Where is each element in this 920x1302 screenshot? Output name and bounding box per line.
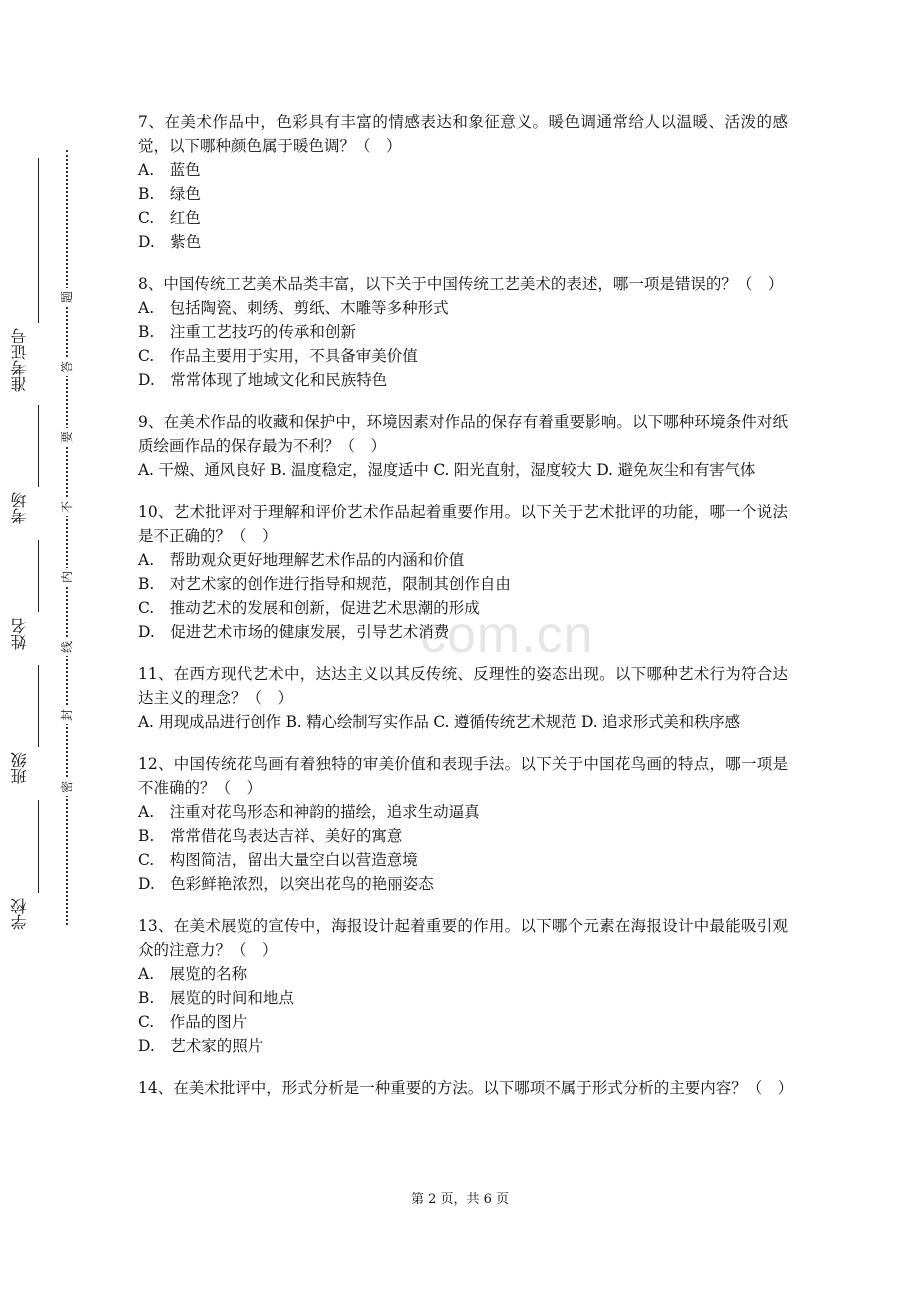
seal-char: 封 xyxy=(58,706,76,724)
option-c: C. 作品的图片 xyxy=(138,1013,248,1031)
seal-dotted-line xyxy=(66,150,68,925)
school-blank xyxy=(38,800,39,893)
class-label: 班级 xyxy=(10,752,29,784)
question-stem: 13、在美术展览的宣传中，海报设计起着重要的作用。以下哪个元素在海报设计中最能吸引观众的注意力？（ ） xyxy=(138,917,788,959)
question-14 xyxy=(138,1076,794,1100)
seal-char: 密 xyxy=(58,778,76,796)
name-label: 姓名 xyxy=(10,618,29,650)
seal-char: 不 xyxy=(58,498,76,516)
question-stem: 10、艺术批评对于理解和评价艺术作品起着重要作用。以下关于艺术批评的功能，哪一个说法是不正确的？（ ） xyxy=(138,503,788,545)
question-7 xyxy=(138,110,788,254)
seal-char: 内 xyxy=(58,568,76,586)
exam-room-label: 考场 xyxy=(10,492,29,524)
exam-room-blank xyxy=(38,405,39,487)
ticket-number-blank xyxy=(38,158,39,323)
binding-margin xyxy=(0,0,90,1302)
question-stem: 8、中国传统工艺美术品类丰富，以下关于中国传统工艺美术的表述，哪一项是错误的？（ ） xyxy=(138,275,784,293)
inline-options: A. 干燥、通风良好 B. 温度稳定，湿度适中 C. 阳光直射，湿度较大 D. 避免灰尘和有害气体 xyxy=(138,461,756,479)
option-a: A. 注重对花鸟形态和神韵的描绘，追求生动逼真 xyxy=(138,803,480,821)
option-d: D. 常常体现了地域文化和民族特色 xyxy=(138,371,388,389)
name-blank xyxy=(38,540,39,612)
question-9 xyxy=(138,410,788,482)
question-stem: 14、在美术批评中，形式分析是一种重要的方法。以下哪项不属于形式分析的主要内容？（ ） xyxy=(138,1079,794,1097)
option-b: B. 展览的时间和地点 xyxy=(138,989,294,1007)
option-b: B. 绿色 xyxy=(138,185,201,203)
seal-char: 线 xyxy=(58,638,76,656)
option-d: D. 紫色 xyxy=(138,233,202,251)
question-stem: 9、在美术作品的收藏和保护中，环境因素对作品的保存有着重要影响。以下哪种环境条件对纸质绘画作品的保存最为不利？（ ） xyxy=(138,413,788,455)
option-d: D. 色彩鲜艳浓烈，以突出花鸟的艳丽姿态 xyxy=(138,875,434,893)
question-8 xyxy=(138,272,788,392)
class-blank xyxy=(38,665,39,747)
option-c: C. 作品主要用于实用，不具备审美价值 xyxy=(138,347,418,365)
option-c: C. 构图简洁，留出大量空白以营造意境 xyxy=(138,851,418,869)
question-stem: 11、在西方现代艺术中，达达主义以其反传统、反理性的姿态出现。以下哪种艺术行为符合达达主义的理念？（ ） xyxy=(138,665,788,707)
question-11 xyxy=(138,662,788,734)
seal-char: 答 xyxy=(58,358,76,376)
question-12 xyxy=(138,752,788,896)
question-list xyxy=(138,110,794,1118)
question-stem: 7、在美术作品中，色彩具有丰富的情感表达和象征意义。暖色调通常给人以温暖、活泼的感觉，以下哪种颜色属于暖色调？（ ） xyxy=(138,113,788,155)
option-a: A. 包括陶瓷、刺绣、剪纸、木雕等多种形式 xyxy=(138,299,449,317)
seal-char: 题 xyxy=(58,288,76,306)
question-stem: 12、中国传统花鸟画有着独特的审美价值和表现手法。以下关于中国花鸟画的特点，哪一项是不准确的？（ ） xyxy=(138,755,788,797)
option-a: A. 帮助观众更好地理解艺术作品的内涵和价值 xyxy=(138,551,465,569)
option-a: A. 蓝色 xyxy=(138,161,201,179)
option-d: D. 促进艺术市场的健康发展，引导艺术消费 xyxy=(138,623,450,641)
inline-options: A. 用现成品进行创作 B. 精心绘制写实作品 C. 遵循传统艺术规范 D. 追求形式美和秩序感 xyxy=(138,713,740,731)
option-b: B. 注重工艺技巧的传承和创新 xyxy=(138,323,356,341)
option-a: A. 展览的名称 xyxy=(138,965,248,983)
question-13 xyxy=(138,914,788,1058)
option-b: B. 常常借花鸟表达吉祥、美好的寓意 xyxy=(138,827,403,845)
option-c: C. 推动艺术的发展和创新，促进艺术思潮的形成 xyxy=(138,599,480,617)
question-10 xyxy=(138,500,788,644)
seal-char: 要 xyxy=(58,428,76,446)
ticket-number-label: 准考证号 xyxy=(10,328,29,392)
page-footer: 第 2 页，共 6 页 xyxy=(410,1192,510,1207)
option-d: D. 艺术家的照片 xyxy=(138,1037,264,1055)
option-b: B. 对艺术家的创作进行指导和规范，限制其创作自由 xyxy=(138,575,511,593)
watermark: com.cn xyxy=(420,606,594,664)
option-c: C. 红色 xyxy=(138,209,201,227)
school-label: 学校 xyxy=(10,898,29,930)
